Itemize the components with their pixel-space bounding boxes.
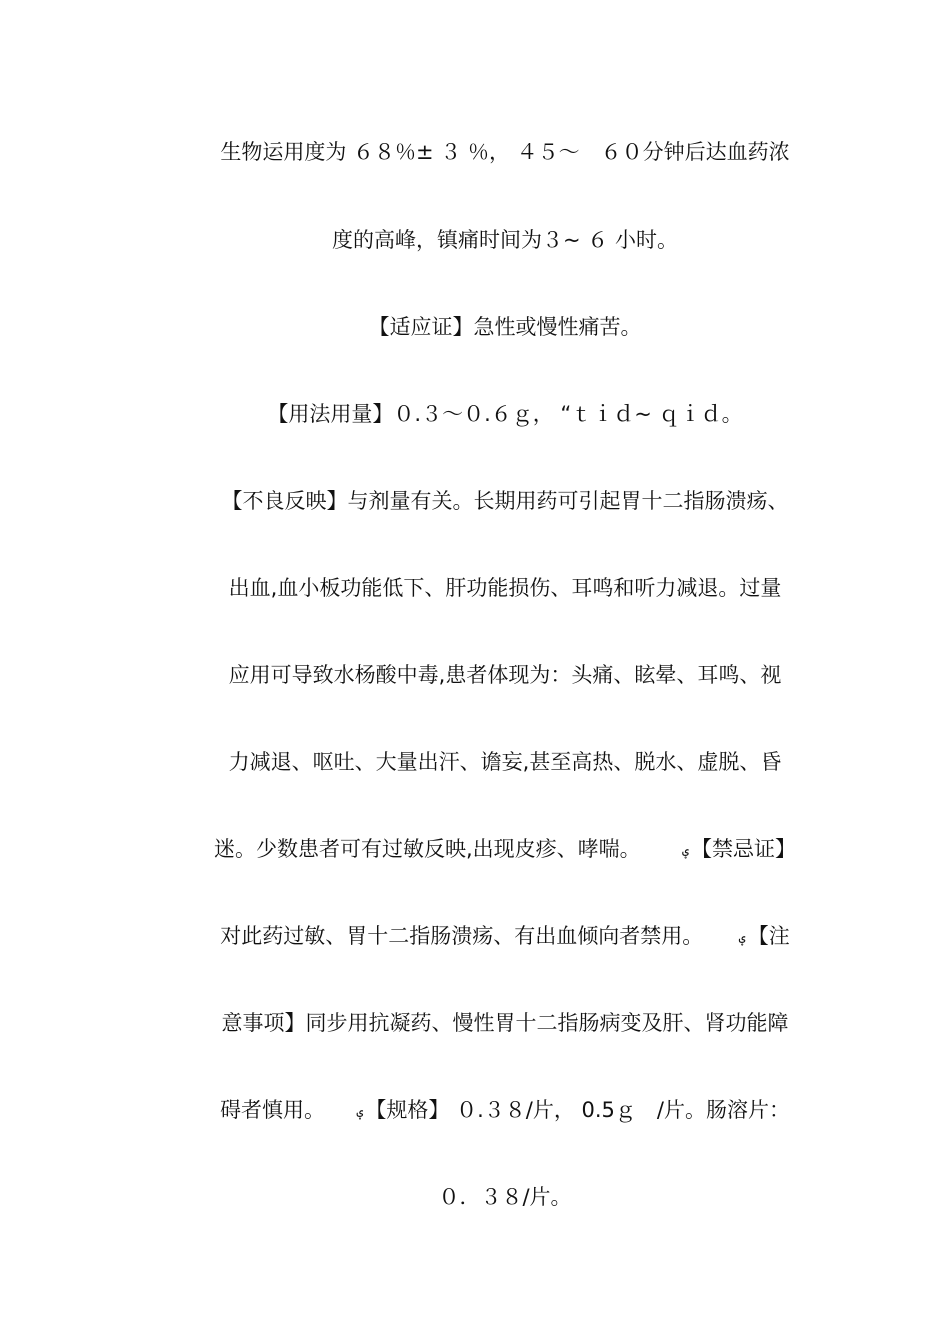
text-segment: 度的高峰，镇痛时间为３~ ６ 小时。 [332, 228, 678, 252]
text-line-5 [195, 487, 815, 515]
bullet-glyph-icon: ؠ [682, 843, 690, 857]
text-line-11 [195, 1009, 815, 1037]
text-line-4 [195, 400, 815, 428]
text-line-1 [195, 138, 815, 166]
bullet-glyph-icon: ؠ [356, 1104, 364, 1118]
text-line-7 [195, 661, 815, 689]
text-segment: 【用法用量】０.３～０.６ｇ， “ｔｉｄ~ ｑｉｄ。 [267, 402, 743, 426]
text-segment: ０．３８/片。 [438, 1185, 572, 1209]
text-line-9 [195, 835, 815, 864]
text-line-3 [195, 313, 815, 341]
text-segment: 生物运用度为 ６８％± ３ ％， ４５～ ６０分钟后达血药浓 [220, 140, 790, 164]
text-line-6 [195, 574, 815, 602]
text-segment: 对此药过敏、胃十二指肠溃疡、有出血倾向者禁用。 [220, 924, 704, 948]
text-segment: 碍者慎用。 [220, 1098, 325, 1122]
text-line-10 [195, 922, 815, 951]
text-line-13 [195, 1183, 815, 1211]
text-segment: 【不良反映】与剂量有关。长期用药可引起胃十二指肠溃疡、 [221, 489, 789, 513]
text-segment: 应用可导致水杨酸中毒,患者体现为：头痛、眩晕、耳鸣、视 [228, 663, 782, 687]
text-segment: 【注 [747, 924, 790, 948]
bullet-glyph-icon: ؠ [738, 930, 746, 944]
text-segment: 【适应证】急性或慢性痛苦。 [368, 315, 642, 339]
text-segment: 意事项】同步用抗凝药、慢性胃十二指肠病变及肝、肾功能障 [221, 1011, 789, 1035]
text-segment: 出血,血小板功能低下、肝功能损伤、耳鸣和听力减退。过量 [228, 576, 782, 600]
text-line-8 [195, 748, 815, 776]
text-segment: 迷。少数患者可有过敏反映,出现皮疹、哮喘。 [213, 837, 641, 861]
text-segment: 力减退、呕吐、大量出汗、谵妄,甚至高热、脱水、虚脱、昏 [228, 750, 782, 774]
text-line-12 [195, 1096, 815, 1125]
text-segment: 【规格】 ０.３８/片， 0.5ｇ /片。肠溶片： [365, 1098, 790, 1122]
text-line-2 [195, 226, 815, 254]
text-segment: 【禁忌证】 [691, 837, 797, 861]
